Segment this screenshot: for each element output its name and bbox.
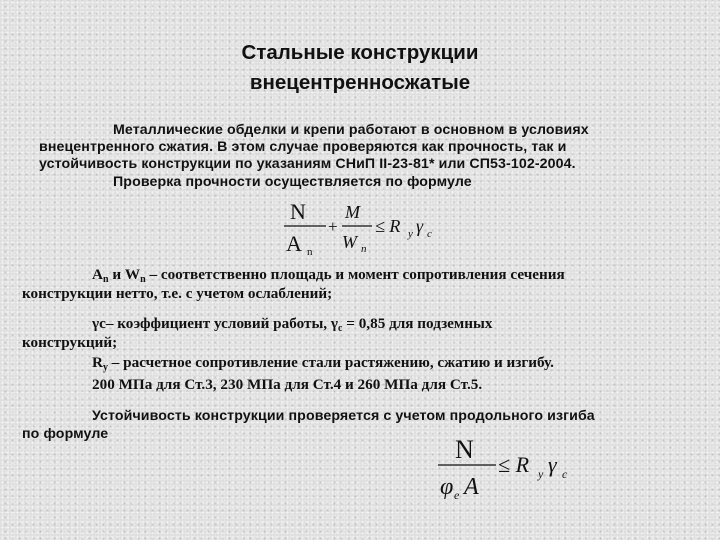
intro-line-2: внецентренного сжатия. В этом случае проверяются как прочность, так и xyxy=(39,139,567,155)
formula1-rhs: ≤ R xyxy=(375,216,401,236)
stability-formula xyxy=(432,428,592,524)
formula1-numerator-n: N xyxy=(290,199,306,224)
def-w-symbol: и W xyxy=(108,266,141,283)
formula1-denominator-w-sub: n xyxy=(361,243,367,255)
stability-line-2: по формуле xyxy=(22,426,109,442)
def-a-symbol: A xyxy=(92,266,103,283)
intro-line-3: устойчивость конструкции по указаниям СНиП II-23-81* или СП53-102-2004. xyxy=(39,156,576,172)
formula1-numerator-m: M xyxy=(345,202,360,222)
slide-title xyxy=(0,38,720,98)
formula2-rhs-sub-y: y xyxy=(538,467,544,481)
formula2-denominator-phi-sub: e xyxy=(454,488,460,502)
formula1-plus: + xyxy=(328,217,338,236)
formula2-denominator-a: A xyxy=(464,474,479,500)
title-line-2: внецентренносжатые xyxy=(249,71,471,94)
formula1-gamma-sub-c: c xyxy=(427,228,432,240)
formula2-rhs: ≤ R xyxy=(498,452,530,477)
def-gamma-text: γc– коэффициент условий работы, γ xyxy=(92,315,339,332)
formula2-gamma: γ xyxy=(548,452,557,477)
formula1-gamma: γ xyxy=(416,216,424,236)
def-w-sub: n xyxy=(140,274,146,285)
definition-ry xyxy=(92,354,554,377)
definition-gamma-line-2: конструкций; xyxy=(22,334,118,351)
intro-line-1: Металлические обделки и крепи работают в основном в условиях xyxy=(113,122,589,138)
definition-gamma xyxy=(92,315,492,338)
def-gamma-value: = 0,85 для подземных xyxy=(342,315,493,332)
strength-formula xyxy=(280,196,460,262)
formula1-denominator-a-sub: n xyxy=(307,246,313,258)
formula1-denominator-w: W xyxy=(342,232,357,252)
definition-area-moment-line-2: конструкции нетто, т.е. с учетом ослаблений; xyxy=(22,285,333,302)
formula2-numerator-n: N xyxy=(455,435,474,464)
formula1-denominator-a: A xyxy=(286,231,302,256)
def-ry-text: – расчетное сопротивление стали растяжению, сжатию и изгибу. xyxy=(107,354,554,371)
def-a-sub: n xyxy=(102,274,109,285)
formula1-rhs-sub-y: y xyxy=(408,228,413,240)
def-r-symbol: R xyxy=(92,354,103,371)
def-gamma-sub: c xyxy=(338,323,343,334)
formula2-gamma-sub-c: c xyxy=(562,467,568,481)
title-line-1: Стальные конструкции xyxy=(241,41,479,64)
def-area-moment-text: – соответственно площадь и момент сопротивления сечения xyxy=(145,266,565,283)
def-r-sub: y xyxy=(102,362,108,373)
stability-line-1: Устойчивость конструкции проверяется с учетом продольного изгиба xyxy=(92,408,595,424)
intro-line-4: Проверка прочности осуществляется по формуле xyxy=(113,174,472,190)
definition-ry-line-2: 200 МПа для Ст.3, 230 МПа для Ст.4 и 260 МПа для Ст.5. xyxy=(92,376,483,393)
formula2-denominator-phi: φ xyxy=(440,474,454,500)
